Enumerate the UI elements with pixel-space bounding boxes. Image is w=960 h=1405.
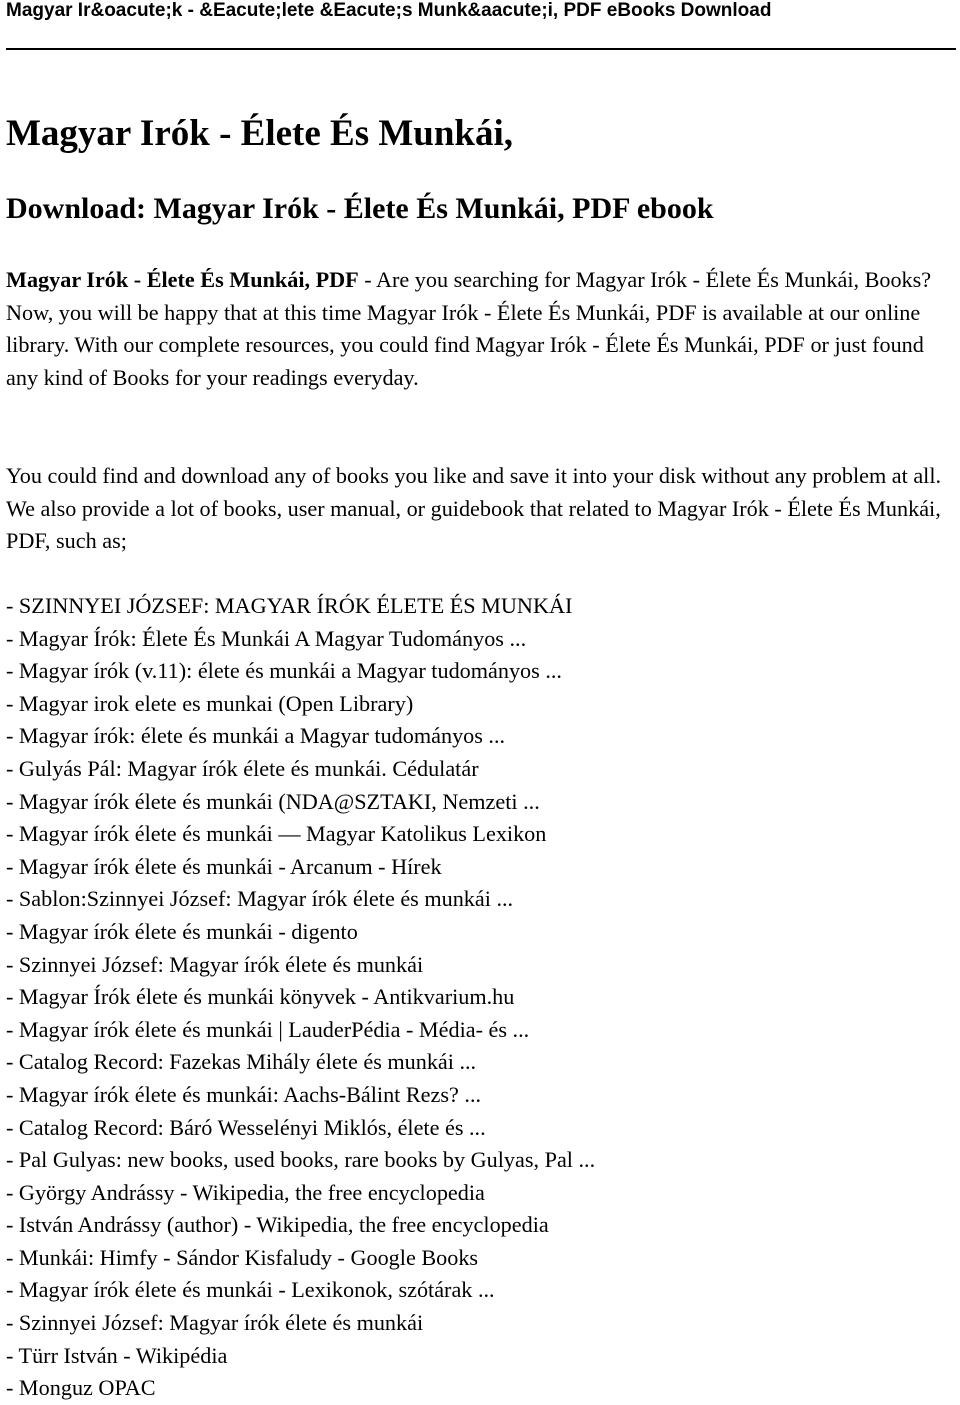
list-item: - Magyar írók élete és munkái — Magyar Katolikus Lexikon (6, 821, 547, 847)
list-item: - Magyar írók élete és munkái: Aachs-Bálint Rezs? ... (6, 1081, 482, 1107)
download-paragraph: You could find and download any of books you like and save it into your disk without any problem at all. We also provide a lot of books, user manual, or guidebook that related to Magyar Irók - Élete És Munkái, PDF, such as; (6, 463, 942, 554)
list-item: - Türr István - Wikipédia (6, 1342, 228, 1368)
intro-paragraph (6, 264, 958, 394)
list-item: - Magyar írók élete és munkái (NDA@SZTAKI, Nemzeti ... (6, 788, 540, 814)
list-item: - Gulyás Pál: Magyar írók élete és munkái. Cédulatár (6, 755, 479, 781)
list-item: - Magyar írók élete és munkái - Arcanum - Hírek (6, 853, 442, 879)
list-item: - Szinnyei József: Magyar írók élete és munkái (6, 951, 424, 977)
list-item: - Sablon:Szinnyei József: Magyar írók élete és munkái ... (6, 886, 514, 912)
list-item: - Magyar Írók: Élete És Munkái A Magyar Tudományos ... (6, 625, 527, 651)
list-item: - Catalog Record: Báró Wesselényi Miklós, élete és ... (6, 1114, 486, 1140)
intro-lead-text: Magyar Irók - Élete És Munkái, PDF (6, 267, 359, 292)
list-item: - István Andrássy (author) - Wikipedia, the free encyclopedia (6, 1212, 549, 1238)
list-item: - Monguz OPAC (6, 1375, 156, 1401)
list-item: - SZINNYEI JÓZSEF: MAGYAR ÍRÓK ÉLETE ÉS MUNKÁI (6, 593, 573, 618)
related-books-list (6, 590, 958, 1405)
list-item: - Magyar irok elete es munkai (Open Library) (6, 690, 414, 716)
list-item: - György Andrássy - Wikipedia, the free encyclopedia (6, 1179, 485, 1205)
list-item: - Szinnyei József: Magyar írók élete és munkái (6, 1310, 424, 1336)
intro-body-text: - Are you searching for Magyar Irók - Élete És Munkái, Books? Now, you will be happy that at this time Magyar Irók - Élete És Munkái, PDF is available at our online library. With our complete resources, you could find Magyar Irók - Élete És Munkái, PDF or just found any kind of Books for your readings everyday. (6, 267, 932, 390)
list-item: - Magyar írók: élete és munkái a Magyar tudományos ... (6, 723, 506, 749)
page-title: Magyar Irók - Élete És Munkái, (6, 113, 514, 154)
document-header-title: Magyar Ir&oacute;k - &Eacute;lete &Eacute;s Munk&aacute;i, PDF eBooks Download (6, 0, 772, 21)
list-item: - Munkái: Himfy - Sándor Kisfaludy - Google Books (6, 1244, 479, 1270)
list-item: - Magyar írók élete és munkái - Lexikonok, szótárak ... (6, 1277, 495, 1303)
list-item: - Pal Gulyas: new books, used books, rare books by Gulyas, Pal ... (6, 1147, 596, 1173)
download-heading: Download: Magyar Irók - Élete És Munkái, PDF ebook (6, 192, 714, 225)
list-item: - Magyar írók (v.11): élete és munkái a Magyar tudományos ... (6, 658, 562, 684)
list-item: - Magyar Írók élete és munkái könyvek - Antikvarium.hu (6, 984, 515, 1010)
list-item: - Catalog Record: Fazekas Mihály élete és munkái ... (6, 1049, 477, 1075)
header-divider (6, 48, 956, 50)
list-item: - Magyar írók élete és munkái | LauderPédia - Média- és ... (6, 1016, 530, 1042)
list-item: - Magyar írók élete és munkái - digento (6, 918, 358, 944)
